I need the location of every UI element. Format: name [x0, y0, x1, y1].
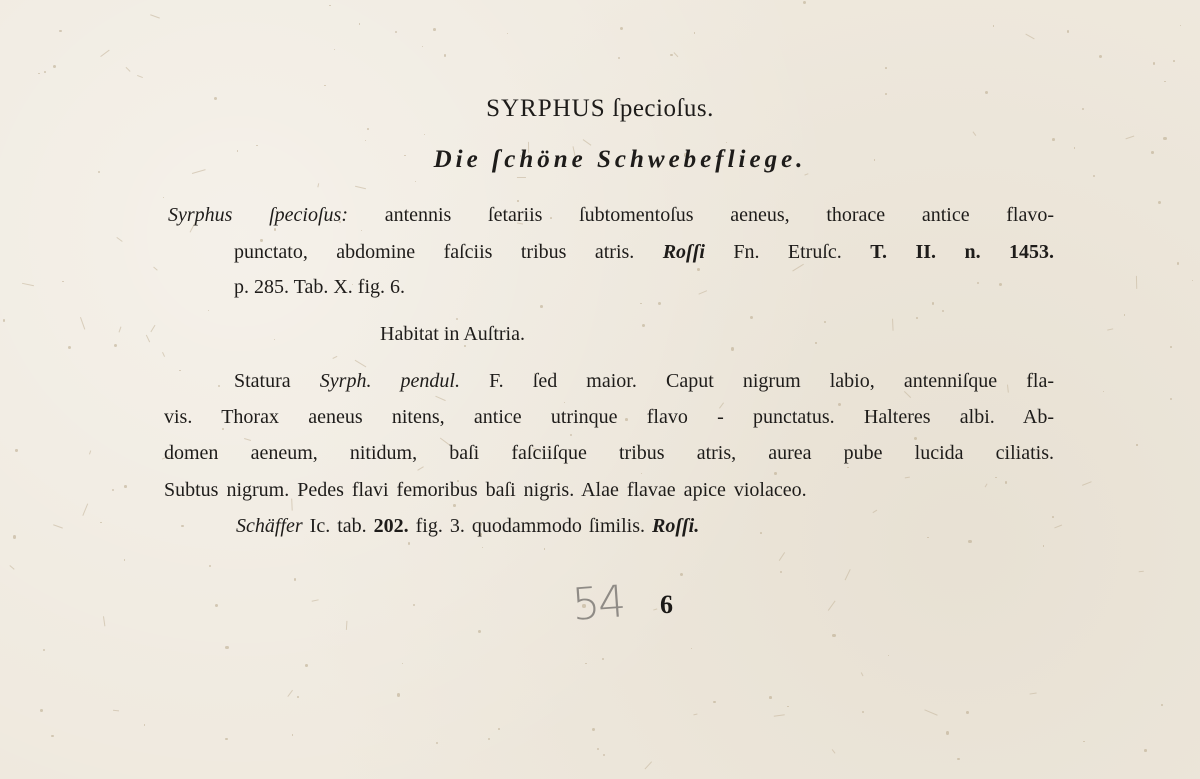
paper-speck	[1177, 262, 1179, 264]
paper-speck	[946, 731, 949, 734]
paper-speck	[1083, 741, 1085, 743]
paper-fiber	[644, 761, 652, 769]
paper-speck	[1158, 201, 1161, 204]
paper-speck	[13, 535, 16, 538]
description-statura: Statura	[234, 370, 291, 392]
paper-speck	[181, 525, 184, 528]
paper-fiber	[1026, 34, 1035, 40]
page-title	[0, 95, 1200, 123]
paper-speck	[824, 321, 826, 323]
paper-speck	[999, 283, 1002, 286]
synonym-diagnosis-cont: punctato, abdomine faſciis tribus atris.	[234, 241, 635, 263]
paper-speck	[444, 54, 446, 56]
description-line-3: domen aeneum, nitidum, baſi faſciiſque tribus atris, aurea pube lucida ciliatis.	[164, 442, 1054, 464]
reference-figure: fig. 3. quodammodo ſimilis.	[415, 515, 645, 537]
paper-speck	[413, 604, 415, 606]
description-species-ref: Syrph. pendul.	[319, 370, 460, 392]
paper-speck	[750, 316, 753, 319]
paper-speck	[209, 565, 211, 567]
paper-speck	[1144, 749, 1147, 752]
paper-fiber	[905, 476, 910, 478]
paper-fiber	[346, 621, 348, 630]
paper-fiber	[10, 565, 15, 570]
paper-speck	[334, 49, 335, 50]
paper-fiber	[832, 749, 836, 754]
paper-speck	[618, 57, 620, 59]
paper-speck	[888, 655, 889, 656]
paper-speck	[942, 310, 944, 312]
paper-fiber	[332, 356, 337, 359]
paper-speck	[433, 28, 436, 31]
paper-fiber	[872, 509, 877, 513]
paper-speck	[993, 25, 994, 26]
paper-speck	[1052, 516, 1054, 518]
synonym-line-2	[234, 241, 1054, 264]
paper-speck	[585, 663, 587, 665]
description-text: F. ſed maior. Caput nigrum labio, antenniſque fla-	[489, 370, 1055, 392]
paper-fiber	[984, 483, 987, 487]
paper-speck	[932, 302, 934, 304]
paper-speck	[731, 347, 734, 350]
paper-speck	[1180, 25, 1181, 26]
paper-speck	[114, 344, 117, 347]
paper-speck	[43, 649, 45, 651]
paper-speck	[361, 230, 362, 231]
paper-speck	[832, 634, 835, 637]
reference-text: Ic. tab.	[309, 515, 367, 537]
paper-speck	[885, 67, 887, 69]
paper-fiber	[828, 600, 836, 610]
paper-speck	[1103, 391, 1104, 392]
paper-speck	[15, 449, 17, 451]
paper-fiber	[1125, 135, 1134, 139]
paper-fiber	[774, 715, 785, 717]
paper-speck	[59, 30, 61, 32]
paper-speck	[456, 318, 458, 320]
paper-fiber	[792, 264, 803, 271]
paper-fiber	[924, 709, 937, 715]
paper-speck	[367, 128, 369, 130]
paper-fiber	[22, 283, 34, 286]
paper-speck	[641, 473, 642, 474]
description-line-2: vis. Thorax aeneus nitens, antice utrinque flavo - punctatus. Halteres albi. Ab-	[164, 406, 1054, 428]
paper-speck	[208, 310, 209, 311]
paper-speck	[995, 477, 997, 479]
paper-speck	[658, 302, 661, 305]
paper-fiber	[118, 326, 121, 332]
synonym-author: Roſſi	[662, 241, 705, 263]
description-line-1	[234, 370, 1054, 393]
paper-speck	[1161, 704, 1163, 706]
description-line-4: Subtus nigrum. Pedes flavi femoribus baſi nigris. Alae flavae apice violaceo.	[164, 479, 807, 501]
paper-speck	[1192, 280, 1193, 281]
paper-fiber	[355, 360, 366, 367]
paper-speck	[365, 140, 366, 141]
paper-speck	[803, 1, 806, 4]
paper-speck	[498, 728, 500, 730]
paper-fiber	[973, 132, 976, 136]
synonym-line-1	[168, 204, 1054, 227]
paper-speck	[1043, 545, 1045, 547]
paper-fiber	[1139, 571, 1144, 572]
paper-fiber	[80, 317, 85, 330]
paper-speck	[1153, 62, 1156, 65]
paper-fiber	[355, 186, 366, 190]
paper-speck	[1052, 138, 1055, 141]
reference-plate: 202.	[373, 515, 409, 537]
paper-speck	[847, 467, 849, 469]
paper-fiber	[845, 569, 851, 580]
paper-speck	[215, 604, 218, 607]
reference-author: Schäffer	[236, 515, 303, 537]
paper-speck	[294, 578, 297, 581]
paper-speck	[478, 630, 481, 633]
paper-fiber	[126, 67, 131, 72]
paper-speck	[124, 485, 127, 488]
paper-speck	[68, 346, 71, 349]
paper-fiber	[150, 14, 160, 18]
paper-speck	[402, 663, 404, 665]
paper-speck	[1124, 314, 1125, 315]
paper-speck	[225, 738, 227, 740]
paper-speck	[44, 71, 46, 73]
paper-speck	[1164, 81, 1166, 83]
paper-speck	[305, 664, 308, 667]
paper-speck	[408, 542, 411, 545]
title-species: ſpecioſus.	[612, 95, 714, 122]
paper-speck	[620, 27, 623, 30]
paper-fiber	[244, 437, 251, 440]
paper-speck	[40, 709, 43, 712]
paper-fiber	[517, 177, 526, 178]
paper-speck	[274, 228, 276, 230]
paper-fiber	[673, 52, 678, 57]
paper-speck	[51, 735, 53, 737]
paper-speck	[163, 197, 164, 198]
paper-speck	[482, 547, 483, 548]
paper-speck	[1136, 444, 1137, 445]
paper-fiber	[698, 290, 707, 295]
paper-speck	[1173, 60, 1175, 62]
paper-speck	[680, 573, 683, 576]
paper-speck	[780, 571, 782, 573]
paper-fiber	[317, 183, 319, 188]
paper-speck	[769, 696, 772, 699]
paper-speck	[1005, 481, 1007, 483]
paper-speck	[927, 537, 929, 539]
paper-speck	[292, 734, 293, 735]
paper-speck	[507, 33, 509, 35]
paper-speck	[862, 711, 864, 713]
reference-author-2: Roſſi.	[651, 515, 700, 537]
paper-speck	[966, 711, 969, 714]
paper-speck	[670, 54, 672, 56]
paper-speck	[112, 489, 114, 491]
paper-speck	[144, 724, 146, 726]
paper-fiber	[54, 524, 64, 528]
paper-speck	[642, 324, 645, 327]
paper-speck	[274, 339, 275, 340]
paper-speck	[359, 23, 361, 25]
paper-speck	[977, 282, 980, 285]
paper-speck	[914, 437, 917, 440]
paper-fiber	[153, 267, 157, 271]
paper-speck	[324, 85, 326, 87]
paper-speck	[329, 5, 330, 6]
paper-speck	[297, 696, 299, 698]
paper-fiber	[100, 50, 110, 58]
paper-speck	[713, 701, 716, 704]
paper-speck	[570, 434, 572, 436]
paper-speck	[760, 532, 762, 534]
paper-speck	[124, 559, 126, 561]
paper-fiber	[692, 713, 697, 715]
paper-speck	[774, 472, 777, 475]
paper-speck	[726, 142, 727, 143]
paper-fiber	[1136, 276, 1137, 289]
paper-fiber	[89, 450, 91, 454]
paper-fiber	[435, 395, 446, 401]
paper-speck	[597, 748, 599, 750]
title-genus: SYRPHUS	[486, 95, 606, 122]
paper-fiber	[1083, 481, 1093, 486]
paper-speck	[1170, 346, 1172, 348]
paper-fiber	[83, 503, 89, 515]
paper-speck	[1093, 175, 1095, 177]
paper-speck	[697, 268, 700, 271]
paper-speck	[544, 548, 546, 550]
paper-fiber	[103, 616, 105, 626]
paper-speck	[592, 728, 595, 731]
synonym-line-3: p. 285. Tab. X. fig. 6.	[234, 276, 405, 298]
paper-speck	[53, 65, 56, 68]
paper-fiber	[1030, 692, 1037, 694]
paper-fiber	[892, 319, 894, 331]
paper-speck	[916, 317, 918, 319]
paper-fiber	[1054, 525, 1062, 529]
synonym-work: Fn. Etruſc.	[733, 241, 842, 263]
synonym-name: Syrphus ſpecioſus:	[168, 204, 348, 226]
paper-speck	[397, 693, 400, 696]
paper-fiber	[583, 139, 592, 146]
paper-speck	[602, 658, 604, 660]
paper-speck	[422, 46, 423, 47]
paper-speck	[540, 305, 543, 308]
paper-speck	[424, 134, 425, 135]
paper-fiber	[1107, 329, 1113, 331]
page-number: 6	[660, 590, 673, 619]
habitat: Habitat in Auſtria.	[380, 323, 525, 345]
pencil-annotation: 54	[570, 576, 626, 631]
paper-fiber	[137, 75, 143, 78]
paper-speck	[1067, 30, 1069, 32]
paper-speck	[225, 646, 228, 649]
paper-speck	[957, 758, 960, 761]
paper-speck	[453, 504, 456, 507]
paper-speck	[38, 73, 40, 75]
paper-speck	[985, 91, 988, 94]
paper-fiber	[287, 690, 293, 697]
paper-speck	[218, 385, 220, 387]
paper-speck	[691, 648, 692, 649]
synonym-volume: T. II. n. 1453.	[870, 241, 1054, 263]
paper-speck	[1170, 398, 1172, 400]
paper-speck	[62, 281, 64, 283]
paper-fiber	[117, 237, 123, 242]
paper-fiber	[861, 672, 864, 676]
paper-speck	[815, 342, 816, 343]
paper-speck	[488, 738, 490, 740]
synonym-diagnosis: antennis ſetariis ſubtomentoſus aeneus, thorace antice flavo-	[384, 204, 1055, 226]
common-name: Die ſchöne Schwebefliege.	[433, 146, 807, 173]
paper-speck	[395, 31, 397, 33]
paper-fiber	[113, 710, 119, 712]
paper-speck	[694, 32, 696, 34]
paper-speck	[640, 303, 642, 305]
paper-fiber	[652, 608, 656, 610]
paper-fiber	[312, 599, 319, 601]
paper-speck	[1163, 137, 1166, 140]
paper-fiber	[418, 466, 425, 471]
paper-speck	[603, 754, 605, 756]
paper-speck	[1099, 55, 1102, 58]
reference-line	[236, 515, 699, 538]
paper-speck	[415, 181, 416, 182]
paper-speck	[787, 706, 788, 707]
paper-fiber	[151, 325, 156, 332]
paper-speck	[564, 402, 565, 403]
paper-speck	[100, 522, 101, 523]
paper-speck	[179, 370, 180, 371]
paper-speck	[968, 540, 971, 543]
paper-speck	[436, 742, 438, 744]
paper-fiber	[779, 552, 785, 561]
paper-fiber	[162, 352, 165, 357]
paper-speck	[517, 200, 518, 201]
paper-fiber	[146, 335, 150, 343]
paper-speck	[3, 319, 5, 321]
